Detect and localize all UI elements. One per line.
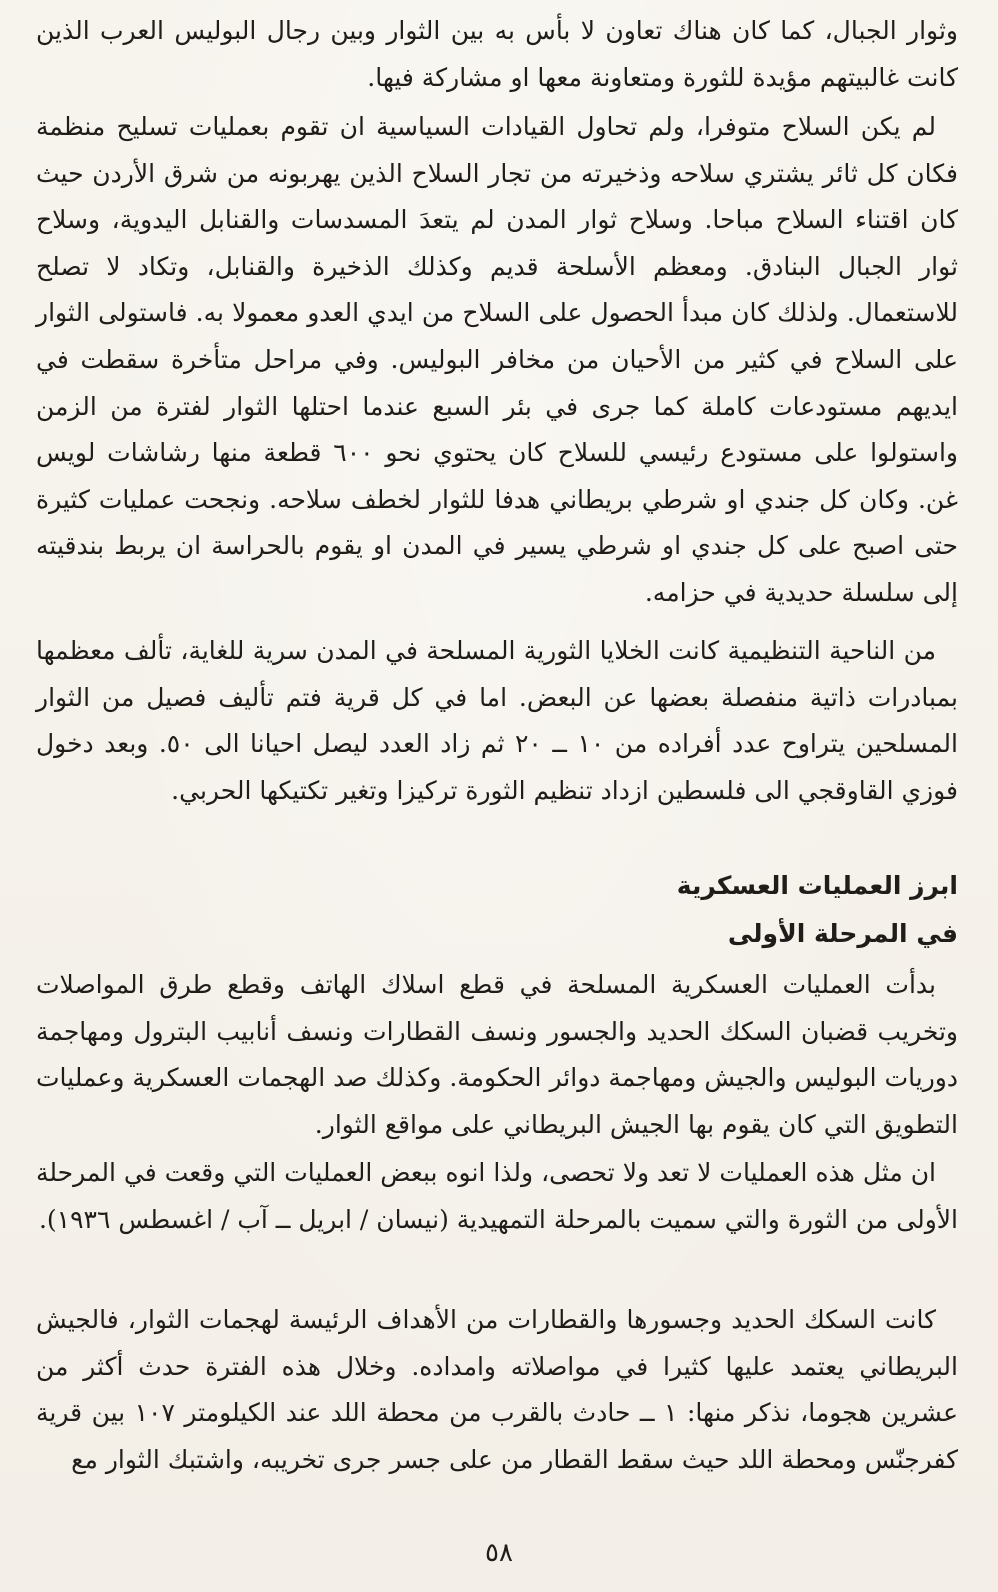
paragraph-2: لم يكن السلاح متوفرا، ولم تحاول القيادات السياسية ان تقوم بعمليات تسليح منظمة فكان كل ثائر يشتري سلاحه وذخيرته من تجار السلاح الذين يهربونه من شرق الأردن حيث كان اقتناء السلاح مباحا. وسلاح ثوار المدن لم يتعدَ المسدسات والقنابل اليدوية، وسلاح ثوار الجبال البنادق. ومعظم الأسلحة قديم وكذلك الذخيرة والقنابل، وتكاد لا تصلح للاستعمال. ولذلك كان مبدأ الحصول على السلاح من ايدي العدو معمولا به. فاستولى الثوار على السلاح في كثير من الأحيان من مخافر البوليس. وفي مراحل متأخرة سقطت في ايديهم مستودعات كاملة كما جرى في بئر السبع عندما احتلها الثوار لفترة من الزمن واستولوا على مستودع رئيسي للسلاح كان يحتوي نحو ٦٠٠ قطعة منها رشاشات لويس غن. وكان كل جندي او شرطي بريطاني هدفا للثوار لخطف سلاحه. ونجحت عمليات كثيرة حتى اصبح على كل جندي او شرطي يسير في المدن او يقوم بالحراسة ان يربط بندقيته إلى سلسلة حديدية في حزامه.	[36, 112, 958, 607]
paragraph-first-phase	[36, 1150, 958, 1243]
page-number: ٥٨	[485, 1538, 513, 1568]
paragraph-6: كانت السكك الحديد وجسورها والقطارات من الأهداف الرئيسة لهجمات الثوار، فالجيش البريطاني يعتمد عليها كثيرا في مواصلاته وامداده. وخلال هذه الفترة حدث أكثر من عشرين هجوما، نذكر منها: ١ ــ حادث بالقرب من محطة اللد عند الكيلومتر ١٠٧ بين قرية كفرجنّس ومحطة اللد حيث سقط القطار من على جسر جرى تخريبه، واشتبك الثوار مع	[36, 1305, 958, 1474]
paragraph-1: وثوار الجبال، كما كان هناك تعاون لا بأس به بين الثوار وبين رجال البوليس العرب الذين كانت غالبيتهم مؤيدة للثورة ومتعاونة معها او مشاركة فيها.	[36, 16, 958, 92]
paragraph-weapons	[36, 104, 958, 617]
paragraph-railways	[36, 1297, 958, 1483]
paragraph-4: بدأت العمليات العسكرية المسلحة في قطع اسلاك الهاتف وقطع طرق المواصلات وتخريب قضبان السكك الحديد والجسور ونسف القطارات ونسف أنابيب البترول ومهاجمة دوريات البوليس والجيش ومهاجمة دوائر الحكومة. وكذلك صد الهجمات العسكرية وعمليات التطويق التي كان يقوم بها الجيش البريطاني على مواقع الثوار.	[36, 970, 958, 1139]
paragraph-3: من الناحية التنظيمية كانت الخلايا الثورية المسلحة في المدن سرية للغاية، تألف معظمها بمبادرات ذاتية منفصلة بعضها عن البعض. اما في كل قرية فتم تأليف فصيل من الثوار المسلحين يتراوح عدد أفراده من ١٠ ــ ٢٠ ثم زاد العدد ليصل احيانا الى ٥٠. وبعد دخول فوزي القاوقجي الى فلسطين ازداد تنظيم الثورة تركيزا وتغير تكتيكها الحربي.	[36, 636, 958, 805]
paragraph-organization	[36, 628, 958, 814]
section-subtitle: في المرحلة الأولى	[727, 919, 958, 948]
paragraph-operations	[36, 962, 958, 1148]
paragraph-continuation	[36, 8, 958, 101]
paragraph-5: ان مثل هذه العمليات لا تعد ولا تحصى، ولذا انوه ببعض العمليات التي وقعت في المرحلة الأولى من الثورة والتي سميت بالمرحلة التمهيدية (نيسان / ابريل ــ آب / اغسطس ١٩٣٦).	[36, 1158, 958, 1234]
section-title: ابرز العمليات العسكرية	[676, 871, 958, 900]
